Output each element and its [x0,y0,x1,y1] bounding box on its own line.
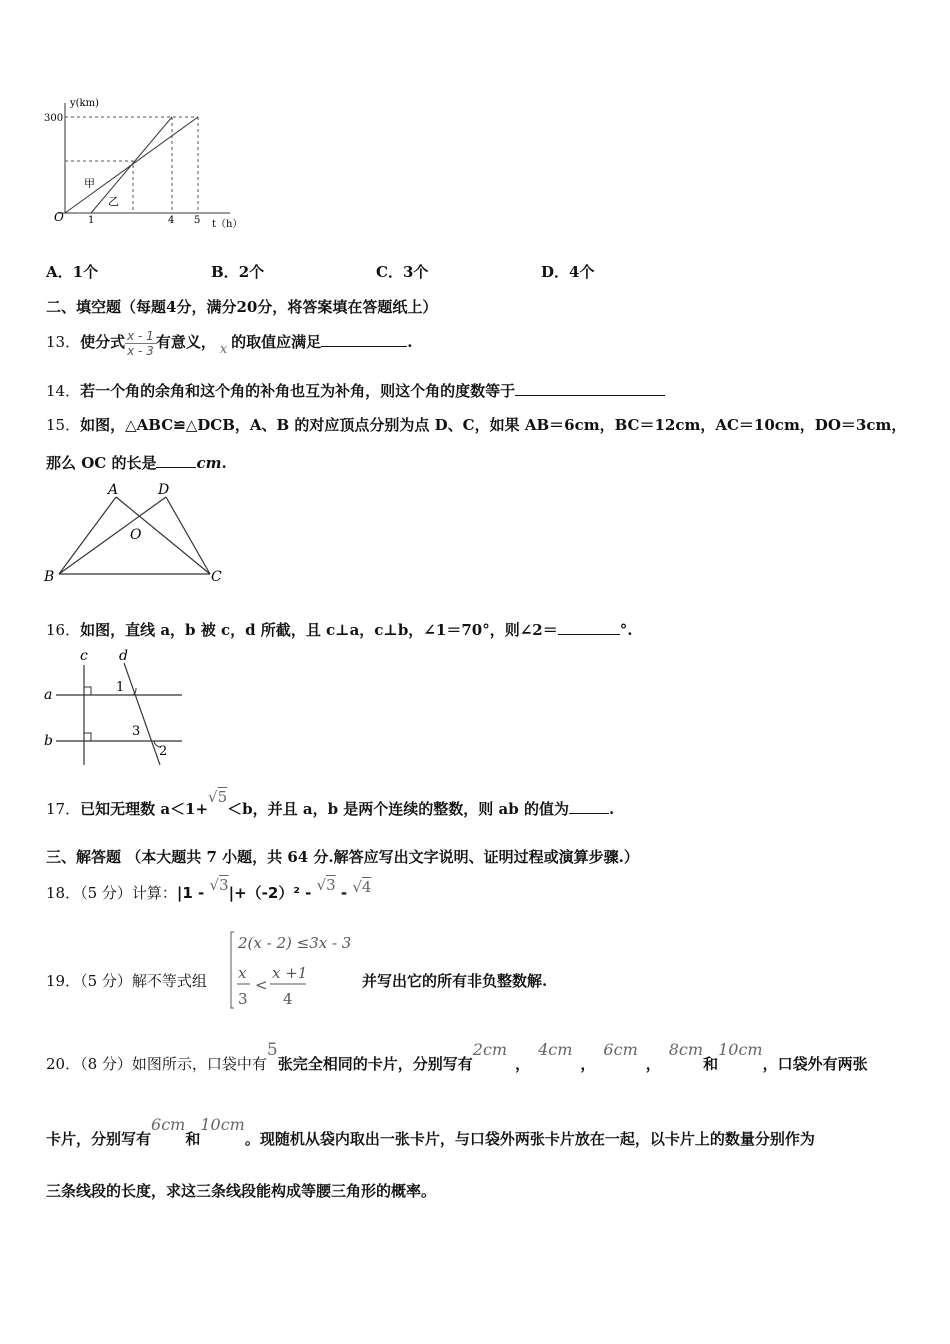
question-17: 17．已知无理数 a＜1+√5＜b，并且 a，b 是两个连续的整数，则 ab 的值为 . [46,788,615,818]
option-a[interactable]: A．1个 [46,263,99,281]
system-brace [231,932,234,1008]
x-tick-4: 4 [168,215,175,226]
frac2-num: x +1 [272,964,308,982]
x-tick-1: 1 [88,215,95,226]
sqrt-3-a: √3 [209,876,229,894]
x-tick-5: 5 [194,215,201,226]
label-d: d [119,648,128,664]
frac1-den: 3 [238,990,248,1008]
y-axis-label: y(km) [70,98,99,109]
label-C: C [211,569,222,585]
sqrt-4: √4 [352,878,372,896]
answer-blank-14[interactable] [515,395,665,396]
question-19-post: 并写出它的所有非负整数解. [362,972,548,990]
label-O: O [130,527,142,543]
label-angle-1: 1 [116,680,125,695]
question-15-line2: 那么 OC 的长是 cm. [46,454,227,472]
parallel-lines-figure [40,645,190,770]
inequality-system [226,928,366,1012]
line-d [124,663,160,765]
sqrt-5: √5 [208,788,228,806]
seg-DC [166,497,210,574]
right-angle-a [84,687,91,695]
question-15-line1: 15．如图，△ABC≌△DCB，A、B 的对应顶点分别为点 D、C，如果 AB＝6cm，BC＝12cm，AC＝10cm，DO＝3cm， [46,416,907,434]
x-axis-label: t（h） [212,219,243,230]
label-angle-2: 2 [159,744,168,759]
frac1-num: x [238,964,247,982]
sqrt-3-b: √3 [316,876,336,894]
label-c: c [80,648,88,664]
label-B: B [44,569,55,585]
question-13: 13．使分式 $\frac{x - 1}{x - 3}$ 有意义， x 的取值应满足 . [46,328,413,358]
question-16: 16．如图，直线 a，b 被 c，d 所截，且 c⊥a，c⊥b，∠1＝70°，则∠2＝ °. [46,621,633,639]
question-20-line3: 三条线段的长度，求这三条线段能构成等腰三角形的概率。 [46,1182,437,1200]
seg-BD [59,497,166,574]
fraction-q13: $\frac{x - 1}{x - 3}$ [127,328,154,358]
section2-title: 二、填空题（每题4分，满分20分，将答案填在答题纸上） [46,298,438,316]
inequality-1: 2(x - 2) ≤3x - 3 [238,934,352,952]
label-angle-3: 3 [132,724,141,739]
answer-blank-15[interactable] [156,467,196,468]
origin-label: O [54,210,64,224]
seg-BA [59,497,116,574]
option-b[interactable]: B．2个 [211,263,265,281]
option-d[interactable]: D．4个 [541,263,595,281]
label-yi: 乙 [108,195,119,208]
line-yi [91,117,172,213]
question-18: 18．（5 分）计算：|1 - √3|+（-2）² - √3 - √4 [46,876,372,902]
label-D: D [158,482,170,498]
label-a: a [44,687,53,703]
distance-time-graph [40,95,250,235]
right-angle-b [84,733,91,741]
question-14: 14．若一个角的余角和这个角的补角也互为补角，则这个角的度数等于 [46,380,665,401]
y-tick-300: 300 [44,113,64,124]
label-A: A [108,482,119,498]
frac2-den: 4 [283,990,293,1008]
triangle-figure [40,482,240,587]
question-20-line1: 20．（8 分）如图所示，口袋中有5张完全相同的卡片，分别写有2cm，4cm，6cm，8cm和10cm，口袋外有两张 [46,1040,868,1073]
answer-blank-13[interactable] [321,346,407,347]
answer-blank-16[interactable] [558,634,620,635]
section3-title: 三、解答题 （本大题共 7 小题，共 64 分.解答应写出文字说明、证明过程或演算步骤.） [46,848,639,866]
less-than: < [255,976,268,994]
question-19-label: 19．（5 分）解不等式组 [46,972,207,990]
question-20-line2: 卡片，分别写有6cm和10cm。现随机从袋内取出一张卡片，与口袋外两张卡片放在一起，以卡片上的数量分别作为 [46,1115,815,1148]
answer-blank-17[interactable] [569,813,609,814]
option-c[interactable]: C．3个 [376,263,429,281]
label-jia: 甲 [84,177,95,190]
label-b: b [44,733,53,749]
